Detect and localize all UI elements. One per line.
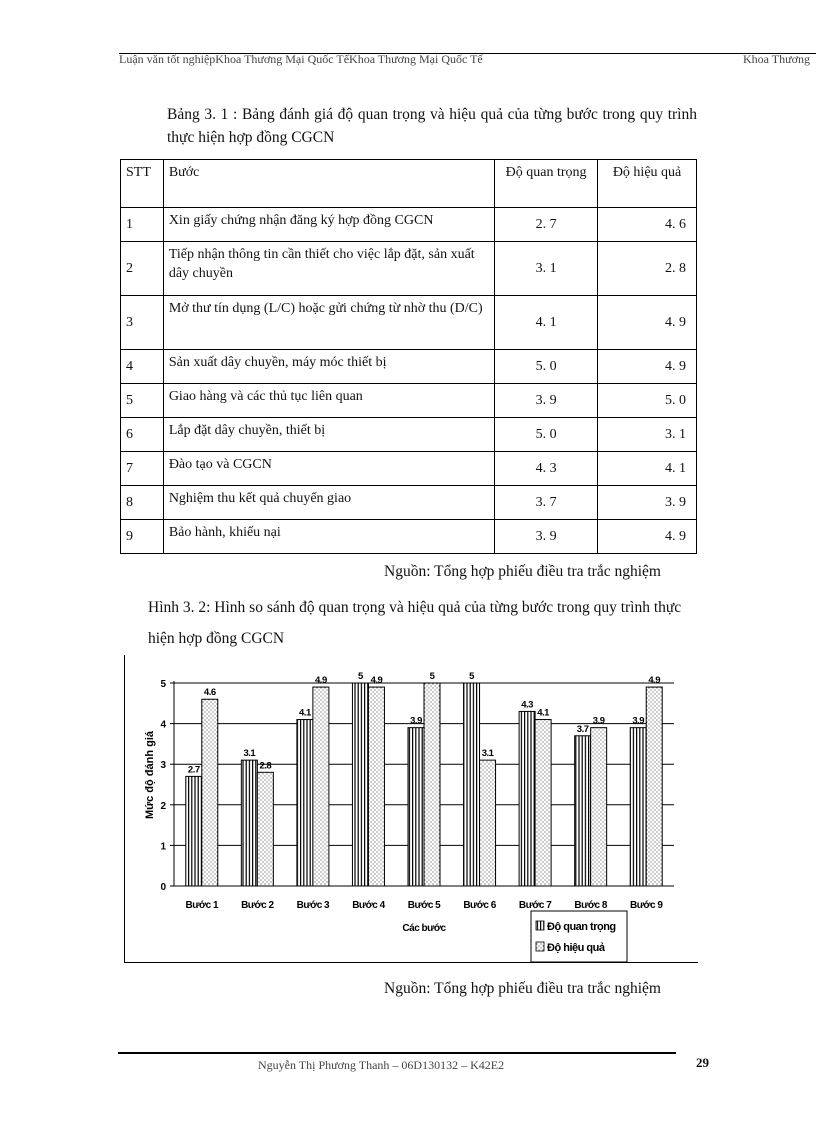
table-source: Nguồn: Tổng hợp phiếu điều tra trắc nghiệm bbox=[384, 563, 661, 580]
cell-stt: 3 bbox=[121, 296, 164, 350]
data-label: 2.7 bbox=[187, 764, 200, 776]
bar-effectiveness bbox=[257, 772, 273, 886]
bar-importance bbox=[464, 683, 480, 886]
header-step: Bước bbox=[163, 160, 494, 208]
table-header-row bbox=[121, 160, 697, 208]
cell-step: Bảo hành, khiếu nại bbox=[163, 520, 494, 554]
cell-stt: 1 bbox=[121, 208, 164, 242]
data-label: 4.3 bbox=[521, 699, 533, 711]
bar-effectiveness bbox=[313, 687, 329, 886]
footer-author: Nguyễn Thị Phương Thanh – 06D130132 – K42E2 bbox=[258, 1058, 505, 1072]
cell-stt: 9 bbox=[121, 520, 164, 554]
cell-step: Sản xuất dây chuyền, máy móc thiết bị bbox=[163, 350, 494, 384]
cell-importance: 3. 9 bbox=[495, 384, 598, 418]
data-label: 2.8 bbox=[259, 760, 272, 772]
cell-importance: 3. 9 bbox=[495, 520, 598, 554]
cell-importance: 4. 1 bbox=[495, 296, 598, 350]
cell-step: Nghiệm thu kết quả chuyển giao bbox=[163, 486, 494, 520]
bar-importance bbox=[408, 728, 424, 886]
data-label: 4.9 bbox=[370, 675, 383, 687]
data-label: 5 bbox=[469, 671, 474, 682]
data-label: 4.6 bbox=[203, 687, 216, 699]
y-tick-label: 4 bbox=[160, 719, 166, 731]
bar-importance bbox=[352, 683, 368, 886]
table-row bbox=[121, 486, 697, 520]
cell-effectiveness: 3. 1 bbox=[598, 418, 697, 452]
cell-stt: 7 bbox=[121, 452, 164, 486]
bar-importance bbox=[575, 736, 591, 886]
cell-effectiveness: 4. 9 bbox=[598, 296, 697, 350]
cell-stt: 6 bbox=[121, 418, 164, 452]
cell-step: Tiếp nhận thông tin cần thiết cho việc lắp đặt, sản xuất dây chuyền bbox=[163, 242, 494, 296]
header-importance: Độ quan trọng bbox=[495, 160, 598, 208]
x-tick-label: Bước 5 bbox=[407, 900, 441, 911]
data-label: 3.9 bbox=[592, 715, 605, 727]
y-tick-label: 1 bbox=[160, 841, 166, 853]
legend-label-importance: Độ quan trọng bbox=[547, 921, 616, 933]
table-row bbox=[121, 418, 697, 452]
data-label: 4.9 bbox=[315, 675, 327, 687]
table-row bbox=[121, 242, 697, 296]
data-label: 4.1 bbox=[299, 707, 311, 719]
table-row bbox=[121, 350, 697, 384]
x-tick-label: Bước 1 bbox=[185, 900, 219, 911]
table-row bbox=[121, 208, 697, 242]
y-tick-label: 2 bbox=[160, 800, 166, 812]
x-tick-label: Bước 4 bbox=[352, 900, 385, 911]
evaluation-table bbox=[120, 159, 697, 554]
running-header-right: Khoa Thương bbox=[743, 52, 810, 66]
data-label: 4.1 bbox=[537, 707, 549, 719]
cell-stt: 8 bbox=[121, 486, 164, 520]
data-label: 5 bbox=[429, 671, 435, 682]
cell-step: Xin giấy chứng nhận đăng ký hợp đồng CGCN bbox=[163, 208, 494, 242]
x-tick-label: Bước 6 bbox=[463, 900, 496, 911]
x-tick-label: Bước 9 bbox=[629, 900, 663, 911]
cell-effectiveness: 3. 9 bbox=[598, 486, 697, 520]
cell-importance: 5. 0 bbox=[495, 418, 598, 452]
y-axis-label: Mức độ đánh giá bbox=[144, 730, 156, 820]
legend-box bbox=[531, 911, 627, 962]
bar-effectiveness bbox=[535, 720, 551, 886]
cell-importance: 2. 7 bbox=[495, 208, 598, 242]
bar-importance bbox=[241, 760, 257, 886]
bar-effectiveness bbox=[591, 728, 607, 886]
cell-effectiveness: 5. 0 bbox=[598, 384, 697, 418]
bar-importance bbox=[519, 711, 535, 886]
cell-effectiveness: 4. 6 bbox=[598, 208, 697, 242]
legend-swatch-effectiveness bbox=[536, 942, 544, 951]
header-rule bbox=[119, 53, 816, 54]
bar-importance bbox=[297, 720, 313, 886]
cell-importance: 3. 1 bbox=[495, 242, 598, 296]
page-number: 29 bbox=[696, 1055, 709, 1070]
data-label: 3.1 bbox=[481, 748, 494, 760]
data-label: 3.7 bbox=[576, 723, 589, 735]
data-label: 4.9 bbox=[648, 675, 661, 687]
x-axis-label: Các bước bbox=[402, 923, 446, 934]
bar-importance bbox=[630, 728, 646, 886]
cell-effectiveness: 4. 9 bbox=[598, 350, 697, 384]
cell-effectiveness: 4. 9 bbox=[598, 520, 697, 554]
x-tick-label: Bước 3 bbox=[296, 900, 330, 911]
y-tick-label: 0 bbox=[160, 882, 166, 893]
table-row bbox=[121, 296, 697, 350]
y-tick-label: 5 bbox=[160, 679, 166, 690]
table-row bbox=[121, 384, 697, 418]
cell-step: Đào tạo và CGCN bbox=[163, 452, 494, 486]
cell-step: Giao hàng và các thủ tục liên quan bbox=[163, 384, 494, 418]
figure-source: Nguồn: Tổng hợp phiếu điều tra trắc nghiệm bbox=[384, 980, 661, 997]
header-stt: STT bbox=[121, 160, 164, 208]
x-tick-label: Bước 7 bbox=[518, 900, 552, 911]
cell-importance: 3. 7 bbox=[495, 486, 598, 520]
header-effectiveness: Độ hiệu quả bbox=[598, 160, 697, 208]
bar-effectiveness bbox=[480, 760, 496, 886]
cell-importance: 5. 0 bbox=[495, 350, 598, 384]
legend-label-effectiveness: Độ hiệu quả bbox=[547, 942, 605, 954]
cell-stt: 4 bbox=[121, 350, 164, 384]
cell-step: Mở thư tín dụng (L/C) hoặc gửi chứng từ nhờ thu (D/C) bbox=[163, 296, 494, 350]
bar-importance bbox=[186, 776, 202, 886]
table-row bbox=[121, 452, 697, 486]
y-tick-label: 3 bbox=[160, 760, 166, 772]
cell-importance: 4. 3 bbox=[495, 452, 598, 486]
bar-effectiveness bbox=[424, 683, 440, 886]
bar-effectiveness bbox=[646, 687, 662, 886]
bar-chart bbox=[124, 655, 697, 965]
data-label: 3.1 bbox=[243, 748, 256, 760]
cell-effectiveness: 4. 1 bbox=[598, 452, 697, 486]
figure-caption: Hình 3. 2: Hình so sánh độ quan trọng và hiệu quả của từng bước trong quy trình thực hiện hợp đồng CGCN bbox=[148, 599, 682, 647]
bar-effectiveness bbox=[368, 687, 384, 886]
data-label: 5 bbox=[358, 671, 363, 682]
cell-stt: 5 bbox=[121, 384, 164, 418]
cell-step: Lắp đặt dây chuyền, thiết bị bbox=[163, 418, 494, 452]
running-header-left: Luận văn tốt nghiệpKhoa Thương Mại Quốc TếKhoa Thương Mại Quốc Tế bbox=[119, 52, 483, 66]
table-caption: Bảng 3. 1 : Bảng đánh giá độ quan trọng và hiệu quả của từng bước trong quy trình thực hiện hợp đồng CGCN bbox=[167, 106, 697, 146]
cell-effectiveness: 2. 8 bbox=[598, 242, 697, 296]
data-label: 3.9 bbox=[632, 715, 645, 727]
legend-swatch-importance bbox=[536, 921, 544, 930]
bar-effectiveness bbox=[202, 699, 218, 886]
table-row bbox=[121, 520, 697, 554]
x-tick-label: Bước 2 bbox=[241, 900, 274, 911]
x-tick-label: Bước 8 bbox=[574, 900, 607, 911]
data-label: 3.9 bbox=[410, 715, 422, 727]
cell-stt: 2 bbox=[121, 242, 164, 296]
footer-rule bbox=[118, 1052, 676, 1054]
